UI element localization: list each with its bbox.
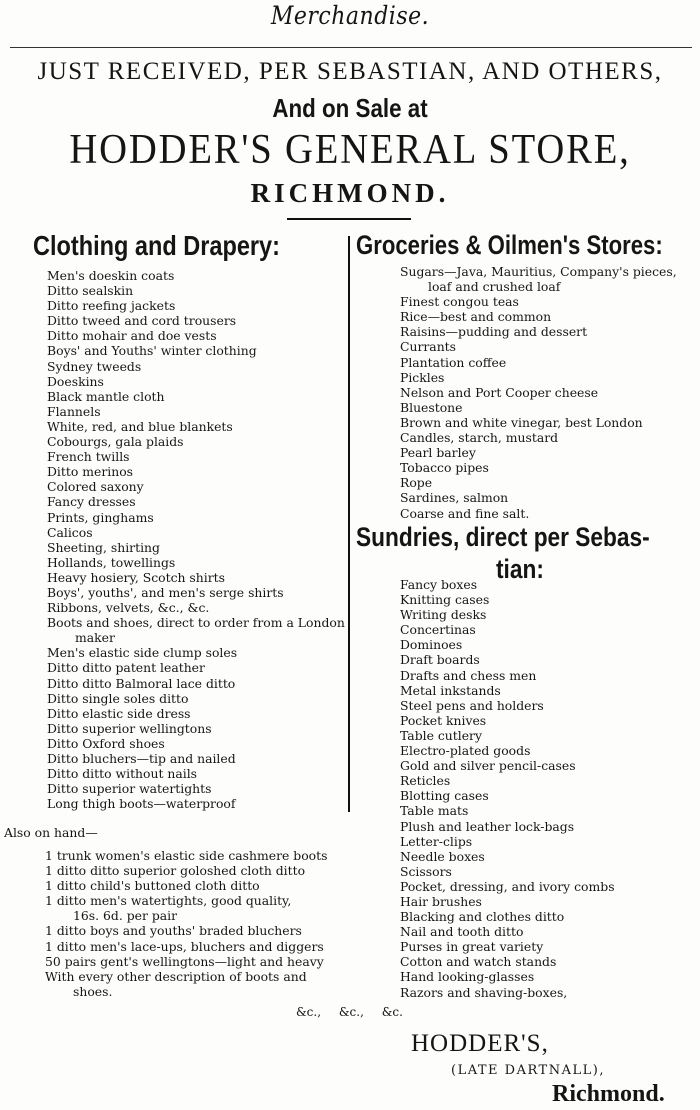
list-item: Prints, ginghams — [47, 509, 154, 525]
list-item: Steel pens and holders — [400, 697, 544, 713]
list-item: Boots and shoes, direct to order from a London — [47, 615, 345, 631]
list-item: Blotting cases — [400, 788, 489, 804]
signature-name: HODDER'S, — [411, 1030, 549, 1057]
sundries-heading: Sundries, direct per Sebas- — [356, 522, 650, 552]
list-item: Sardines, salmon — [400, 490, 509, 506]
list-item: Sheeting, shirting — [47, 539, 160, 555]
list-item: Tobacco pipes — [400, 460, 489, 476]
list-item: Writing desks — [400, 607, 487, 623]
list-item: French twills — [47, 449, 130, 465]
list-item: Ditto ditto patent leather — [47, 660, 205, 676]
list-item: Ditto bluchers—tip and nailed — [47, 751, 236, 766]
list-item: 1 trunk women's elastic side cashmere boots — [45, 848, 328, 863]
clothing-heading: Clothing and Drapery: — [33, 230, 280, 261]
list-item: Hand looking-glasses — [400, 969, 535, 985]
list-item: Scissors — [400, 863, 452, 879]
list-item: Ditto single soles ditto — [47, 690, 189, 706]
list-item: Raisins—pudding and dessert — [400, 324, 588, 340]
list-item: Candles, starch, mustard — [400, 430, 559, 446]
list-item: Razors and shaving-boxes, — [400, 984, 568, 1000]
list-item: Pickles — [400, 369, 445, 385]
list-item: Nelson and Port Cooper cheese — [400, 384, 599, 400]
list-item: Coarse and fine salt. — [400, 505, 530, 521]
list-item: Draft boards — [400, 652, 480, 668]
list-item: Fancy dresses — [47, 494, 136, 510]
list-item: Concertinas — [400, 622, 476, 638]
list-item: shoes. — [73, 983, 113, 999]
list-item: Hair brushes — [400, 893, 482, 909]
town-name: RICHMOND. — [250, 178, 450, 208]
list-item: 1 ditto men's lace-ups, bluchers and diggers — [45, 938, 324, 954]
list-item: Bluestone — [400, 399, 463, 415]
list-item: Blacking and clothes ditto — [400, 909, 565, 925]
headline-received: JUST RECEIVED, PER SEBASTIAN, AND OTHERS, — [37, 58, 663, 85]
list-item: Brown and white vinegar, best London — [400, 414, 643, 430]
headline-on-sale: And on Sale at — [272, 93, 428, 123]
list-item: Heavy hosiery, Scotch shirts — [47, 569, 225, 585]
header-rule — [287, 218, 411, 220]
list-item: Flannels — [47, 403, 101, 419]
list-item: Ribbons, velvets, &c., &c. — [47, 600, 210, 616]
sundries-list — [400, 577, 615, 1000]
list-item: White, red, and blue blankets — [47, 418, 233, 434]
list-item: Knitting cases — [400, 592, 490, 608]
column-divider — [348, 236, 350, 812]
list-item: With every other description of boots and — [45, 968, 307, 984]
list-item: Pearl barley — [400, 445, 476, 461]
list-item: Boys', youths', and men's serge shirts — [47, 584, 284, 600]
also-on-hand-list — [45, 848, 327, 999]
list-item: Hollands, towellings — [47, 554, 176, 570]
list-item: loaf and crushed loaf — [428, 279, 561, 295]
list-item: Men's elastic side clump soles — [47, 645, 238, 661]
list-item: Ditto sealskin — [47, 283, 134, 299]
list-item: Rice—best and common — [400, 309, 552, 325]
list-item: Men's doeskin coats — [47, 268, 175, 283]
list-item: Reticles — [400, 773, 451, 789]
list-item: Pocket knives — [400, 712, 487, 728]
list-item: Ditto merinos — [47, 464, 134, 480]
list-item: Table cutlery — [400, 727, 482, 743]
list-item: 1 ditto boys and youths' braded bluchers — [45, 923, 302, 939]
clothing-list — [47, 268, 345, 811]
list-item: Colored saxony — [47, 479, 144, 495]
list-item: Ditto ditto Balmoral lace ditto — [47, 675, 236, 691]
list-item: Calicos — [47, 524, 93, 540]
list-item: Long thigh boots—waterproof — [47, 796, 236, 812]
list-item: Sydney tweeds — [47, 358, 142, 374]
list-item: Finest congou teas — [400, 294, 519, 310]
list-item: 16s. 6d. per pair — [73, 908, 178, 924]
list-item: Fancy boxes — [400, 577, 478, 592]
list-item: Needle boxes — [400, 848, 485, 864]
list-item: Ditto superior watertights — [47, 781, 212, 797]
list-item: Ditto ditto without nails — [47, 766, 198, 782]
list-item: 1 ditto child's buttoned cloth ditto — [45, 878, 260, 894]
list-item: Doeskins — [47, 373, 104, 389]
store-name: HODDER'S GENERAL STORE, — [69, 127, 631, 173]
list-item: Purses in great variety — [400, 939, 544, 955]
list-item: Gold and silver pencil-cases — [400, 758, 576, 774]
list-item: Table mats — [400, 803, 469, 819]
section-title: Merchandise. — [270, 2, 430, 31]
list-item: Boys' and Youths' winter clothing — [47, 343, 257, 359]
list-item: Drafts and chess men — [400, 667, 537, 683]
list-item: 50 pairs gent's wellingtons—light and heavy — [45, 953, 324, 969]
list-item: Black mantle cloth — [47, 388, 165, 404]
list-item: Electro-plated goods — [400, 743, 531, 759]
list-item: 1 ditto men's watertights, good quality, — [45, 893, 292, 909]
top-rule — [10, 47, 692, 48]
list-item: Ditto Oxford shoes — [47, 735, 165, 751]
list-item: Dominoes — [400, 637, 463, 653]
list-item: Nail and tooth ditto — [400, 924, 524, 940]
list-item: Cobourgs, gala plaids — [47, 434, 184, 450]
list-item: Metal inkstands — [400, 682, 501, 698]
list-item: 1 ditto ditto superior goloshed cloth ditto — [45, 863, 306, 879]
list-item: Ditto tweed and cord trousers — [47, 313, 237, 329]
list-item: Pocket, dressing, and ivory combs — [400, 878, 615, 894]
signature-late: (LATE DARTNALL), — [451, 1063, 605, 1078]
list-item: Currants — [400, 339, 457, 355]
list-item: Plantation coffee — [400, 354, 507, 370]
etcetera-line: &c., &c., &c. — [296, 1005, 403, 1019]
list-item: Letter-clips — [400, 833, 473, 849]
list-item: maker — [75, 630, 115, 646]
list-item: Ditto mohair and doe vests — [47, 328, 217, 344]
groceries-heading: Groceries & Oilmen's Stores: — [356, 230, 663, 260]
groceries-list — [400, 264, 677, 521]
list-item: Cotton and watch stands — [400, 954, 557, 970]
list-item: Rope — [400, 475, 433, 491]
sundries-heading-cont: tian: — [496, 554, 544, 584]
signature-place: Richmond. — [552, 1081, 665, 1107]
list-item: Ditto superior wellingtons — [47, 720, 212, 736]
also-on-hand-heading: Also on hand— — [4, 825, 98, 840]
list-item: Plush and leather lock-bags — [400, 818, 575, 834]
list-item: Sugars—Java, Mauritius, Company's pieces, — [400, 264, 677, 279]
list-item: Ditto elastic side dress — [47, 705, 191, 721]
list-item: Ditto reefing jackets — [47, 298, 176, 314]
